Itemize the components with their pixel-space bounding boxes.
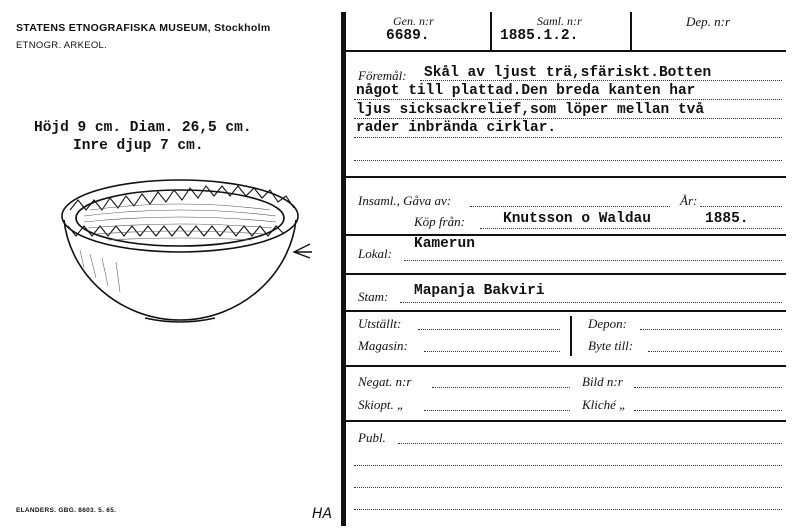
depon-label: Depon: <box>588 316 627 331</box>
header-divider <box>630 12 632 50</box>
header-bottom-rule <box>346 50 786 52</box>
dimensions-line-1: Höjd 9 cm. Diam. 26,5 cm. <box>34 120 252 136</box>
negat-label: Negat. n:r <box>358 374 412 389</box>
dotted-line <box>354 465 782 466</box>
lokal-label: Lokal: <box>358 246 392 261</box>
header-divider <box>490 12 492 50</box>
arrow-mark <box>290 240 314 262</box>
insaml-label: Insaml., Gåva av: <box>358 193 452 208</box>
dotted-line <box>354 487 782 488</box>
skiopt-label: Skiopt. „ <box>358 397 405 412</box>
dotted-line <box>640 329 782 330</box>
foremal-line-3: ljus sicksackrelief,som löper mellan två <box>356 102 705 118</box>
utstallt-label: Utställt: <box>358 316 402 331</box>
museum-name: STATENS ETNOGRAFISKA MUSEUM, Stockholm <box>16 22 271 34</box>
section-rule <box>346 365 786 367</box>
kop-label: Köp från: <box>414 214 465 229</box>
dotted-line <box>354 509 782 510</box>
card-margin-line <box>341 12 346 526</box>
dotted-line <box>480 228 782 229</box>
stam-value: Mapanja Bakviri <box>414 283 545 299</box>
section-rule <box>346 176 786 178</box>
dep-nr-label: Dep. n:r <box>686 14 731 29</box>
saml-nr-value: 1885.1.2. <box>500 28 579 44</box>
lokal-value: Kamerun <box>414 236 475 252</box>
dimensions-line-2: Inre djup 7 cm. <box>73 138 204 154</box>
dotted-line <box>398 443 782 444</box>
dotted-line <box>354 137 782 138</box>
dotted-line <box>634 387 782 388</box>
kop-year: 1885. <box>705 211 749 227</box>
dotted-line <box>354 99 782 100</box>
foremal-label: Föremål: <box>358 68 407 83</box>
handwritten-initials: HA <box>312 506 333 522</box>
dotted-line <box>424 410 570 411</box>
kliche-label: Kliché „ <box>582 397 627 412</box>
kop-value: Knutsson o Waldau <box>503 211 651 227</box>
printer-imprint: ELANDERS. GBG. 8603. 5. 65. <box>16 507 117 514</box>
saml-nr-label: Saml. n:r <box>537 14 582 28</box>
gen-nr-value: 6689. <box>386 28 430 44</box>
section-rule <box>346 273 786 275</box>
section-rule <box>346 310 786 312</box>
dotted-line <box>424 351 560 352</box>
dotted-line <box>420 80 782 81</box>
bild-label: Bild n:r <box>582 374 623 389</box>
section-rule <box>346 420 786 422</box>
publ-label: Publ. <box>358 430 386 445</box>
dotted-line <box>418 329 560 330</box>
dotted-line <box>648 351 782 352</box>
dotted-line <box>404 260 782 261</box>
bowl-drawing <box>50 170 320 330</box>
foremal-line-1: Skål av ljust trä,sfäriskt.Botten <box>424 65 712 81</box>
magasin-label: Magasin: <box>358 338 408 353</box>
department: ETNOGR. ARKEOL. <box>16 40 108 51</box>
dotted-line <box>634 410 782 411</box>
foremal-line-2: något till plattad.Den breda kanten har <box>356 83 696 99</box>
dotted-line <box>354 160 782 161</box>
ar-label: År: <box>680 193 698 208</box>
foremal-line-4: rader inbrända cirklar. <box>356 120 557 136</box>
gen-nr-label: Gen. n:r <box>393 14 434 28</box>
dotted-line <box>432 387 570 388</box>
placement-divider <box>570 316 572 356</box>
dotted-line <box>470 206 670 207</box>
dotted-line <box>700 206 782 207</box>
stam-label: Stam: <box>358 289 389 304</box>
section-rule <box>346 234 786 236</box>
dotted-line <box>400 302 782 303</box>
byte-label: Byte till: <box>588 338 634 353</box>
dotted-line <box>354 118 782 119</box>
